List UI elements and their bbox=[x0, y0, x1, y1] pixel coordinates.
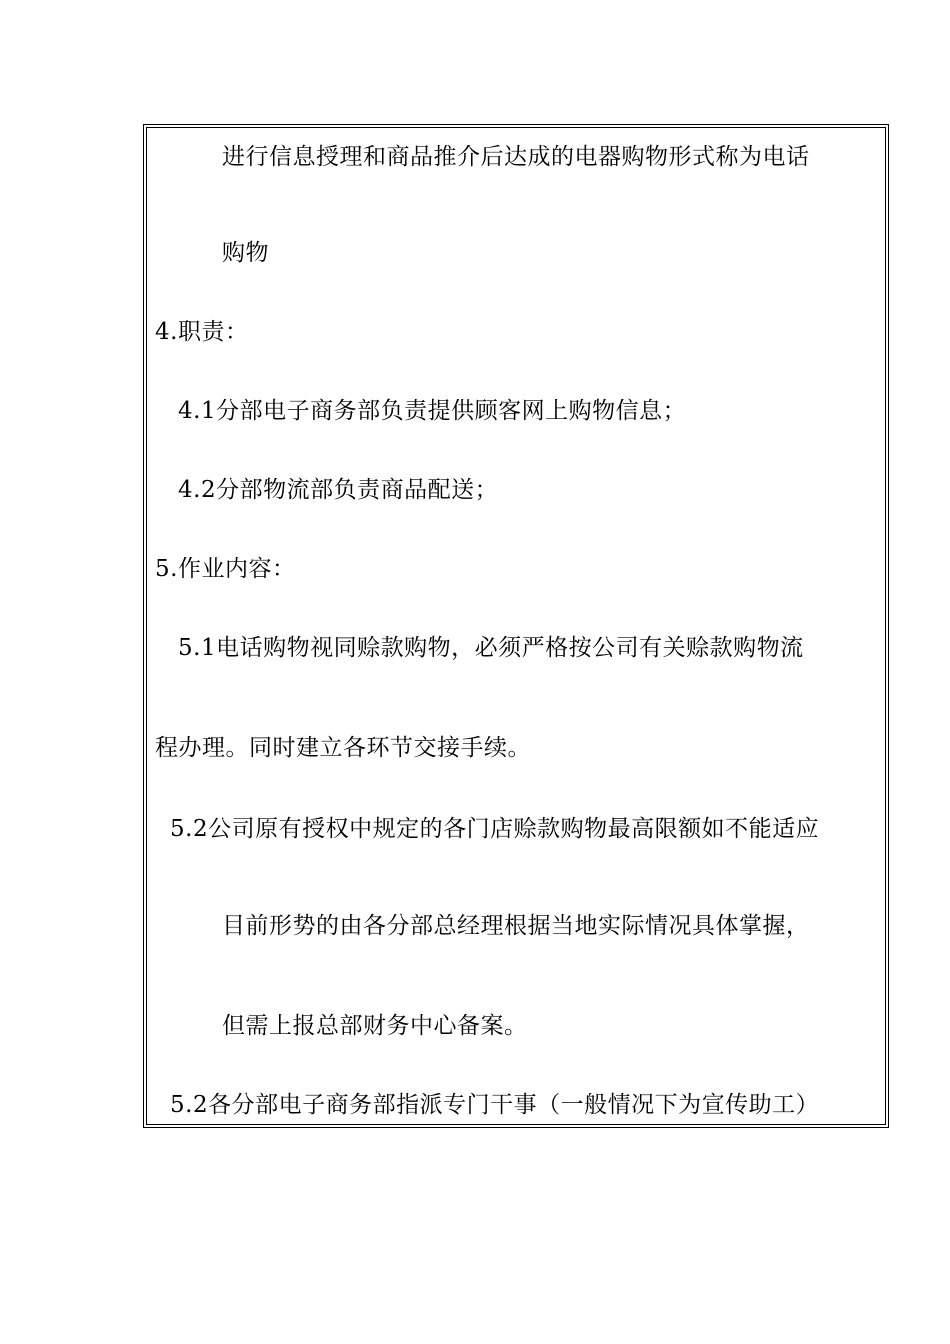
text-line-1: 进行信息授理和商品推介后达成的电器购物形式称为电话 bbox=[222, 144, 810, 170]
text-line-4-2: 4.2分部物流部负责商品配送； bbox=[178, 477, 499, 503]
section-heading-work-content: 5.作业内容： bbox=[155, 556, 296, 582]
text-line-5-2-c: 但需上报总部财务中心备案。 bbox=[222, 1013, 528, 1039]
text-line-5-1-a: 5.1电话购物视同赊款购物，必须严格按公司有关赊款购物流 bbox=[178, 635, 804, 661]
text-line-5-1-b: 程办理。同时建立各环节交接手续。 bbox=[155, 735, 531, 761]
text-line-5-2-b: 目前形势的由各分部总经理根据当地实际情况具体掌握， bbox=[222, 913, 810, 939]
document-frame-inner-border bbox=[146, 127, 886, 1125]
text-line-4-1: 4.1分部电子商务部负责提供顾客网上购物信息； bbox=[178, 398, 687, 424]
document-frame bbox=[143, 124, 889, 1128]
section-heading-responsibilities: 4.职责： bbox=[155, 319, 249, 345]
text-line-2: 购物 bbox=[222, 240, 269, 266]
text-line-5-2-a: 5.2公司原有授权中规定的各门店赊款购物最高限额如不能适应 bbox=[170, 816, 820, 842]
text-line-5-2-second: 5.2各分部电子商务部指派专门干事（一般情况下为宣传助工） bbox=[170, 1092, 820, 1118]
